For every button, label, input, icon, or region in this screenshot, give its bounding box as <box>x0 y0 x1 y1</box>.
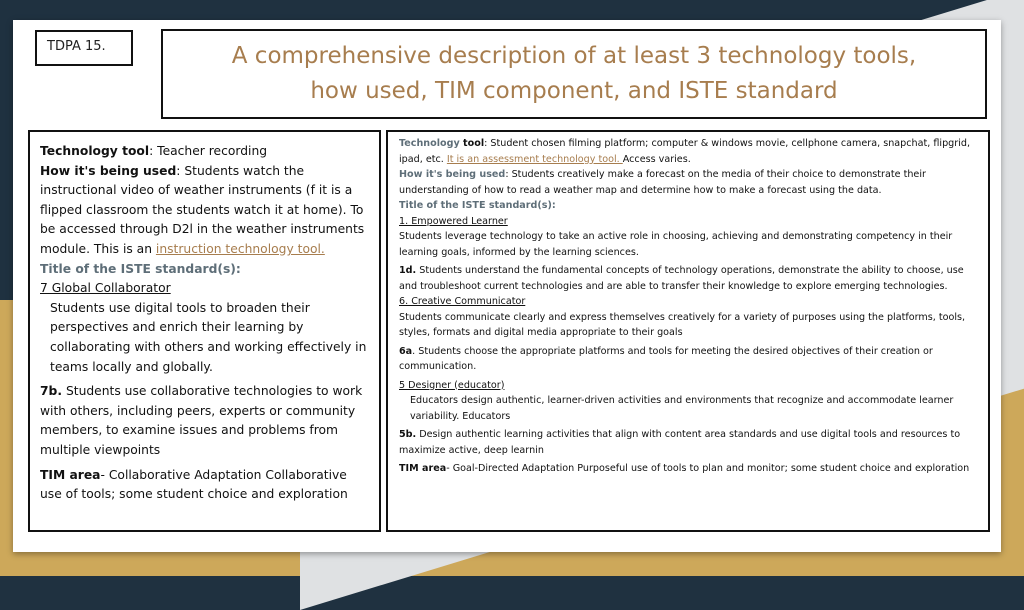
tool-access-text: Access varies. <box>622 153 691 165</box>
sub-standard-6a <box>399 344 980 375</box>
sub-standard <box>40 382 371 460</box>
sub-standard-6a-text: . Students choose the appropriate platforms and tools for meeting the desired objectives of their creation or communication. <box>399 345 933 372</box>
usage-text: : Students watch the instructional video of weather instruments (f it is a flipped classroom the students watch it at home). To be accessed through D2l in the weather instruments module. This is an <box>40 163 365 256</box>
standard-1-description: Students leverage technology to take an active role in choosing, achieving and demonstrating competency in their learning goals, informed by the learning sciences. <box>399 231 953 258</box>
usage-paragraph <box>40 162 371 260</box>
tool-line <box>399 136 980 167</box>
tool-label-part-1: Technology <box>399 138 460 149</box>
usage-label: How it's being used <box>40 163 177 178</box>
tim-text: - Goal-Directed Adaptation Purposeful use of tools to plan and monitor; some student choice and exploration <box>446 463 970 474</box>
sub-standard-6a-label: 6a <box>399 345 413 357</box>
tool-text: : Student chosen filming platform; computer & windows movie, cellphone camera, snapchat, flipgrid, ipad, etc. <box>399 138 971 165</box>
standard-name: 7 Global Collaborator <box>40 281 171 296</box>
sub-standard-1d-text: Students understand the fundamental concepts of technology operations, demonstrate the ability to choose, use and troubleshoot current technologies and are able to transfer their knowledge to explore emerging technologies. <box>399 265 964 292</box>
standard-6-description: Students communicate clearly and express themselves creatively for a variety of purposes using the platforms, tools, styles, formats and digital media appropriate to their goals <box>399 311 966 338</box>
tim-label: TIM area <box>399 463 447 474</box>
standard-5-name: 5 Designer (educator) <box>399 379 505 391</box>
usage-text: : Students creatively make a forecast on the media of their choice to demonstrate their understanding of how to read a weather map and determine how to make a forecast using the data. <box>399 169 926 196</box>
title-line-2: how used, TIM component, and ISTE standard <box>310 78 838 104</box>
tim-area <box>40 466 371 505</box>
instruction-tool-link[interactable]: instruction technology tool. <box>155 241 325 256</box>
iste-title: Title of the ISTE standard(s): <box>399 200 556 211</box>
standard-1-name: 1. Empowered Learner <box>399 215 508 227</box>
sub-standard-1d-label: 1d. <box>399 265 417 276</box>
standard-description: Students use digital tools to broaden their perspectives and enrich their learning by collaborating with others and working effectively in teams locally and globally. <box>50 300 367 374</box>
slide <box>13 20 1001 552</box>
sub-standard-5b <box>399 427 980 458</box>
tool-label: Technology tool <box>40 144 150 158</box>
sub-standard-label: 7b. <box>40 384 63 399</box>
iste-title: Title of the ISTE standard(s): <box>40 261 241 276</box>
slide-tag: TDPA 15. <box>35 30 133 66</box>
tim-label: TIM area <box>40 467 101 482</box>
tool-line <box>40 142 371 162</box>
tim-area <box>399 461 980 477</box>
slide-title <box>161 29 987 119</box>
tim-text: - Collaborative Adaptation Collaborative use of tools; some student choice and exploration <box>40 467 348 502</box>
tool-label-part-2: tool <box>459 138 485 149</box>
assessment-tool-link[interactable]: It is an assessment technology tool. <box>446 153 623 165</box>
usage-paragraph <box>399 167 980 198</box>
sub-standard-5b-label: 5b. <box>399 429 417 440</box>
sub-standard-text: Students use collaborative technologies to work with others, including peers, experts or community members, to examine issues and problems from multiple viewpoints <box>40 384 363 457</box>
usage-label: How it's being used <box>399 169 506 180</box>
sub-standard-1d <box>399 263 980 294</box>
tool-text: : Teacher recording <box>149 144 268 158</box>
sub-standard-5b-text: Design authentic learning activities that align with content area standards and use digital tools and resources to maximize active, deep learnin <box>399 429 961 456</box>
teacher-recording-panel <box>28 130 381 532</box>
standard-5-description: Educators design authentic, learner-driven activities and environments that recognize and accommodate learner variability. Educators <box>410 395 954 422</box>
student-filming-panel <box>386 130 990 532</box>
title-line-1: A comprehensive description of at least 3 technology tools, <box>231 43 917 69</box>
standard-6-name: 6. Creative Communicator <box>399 296 526 307</box>
